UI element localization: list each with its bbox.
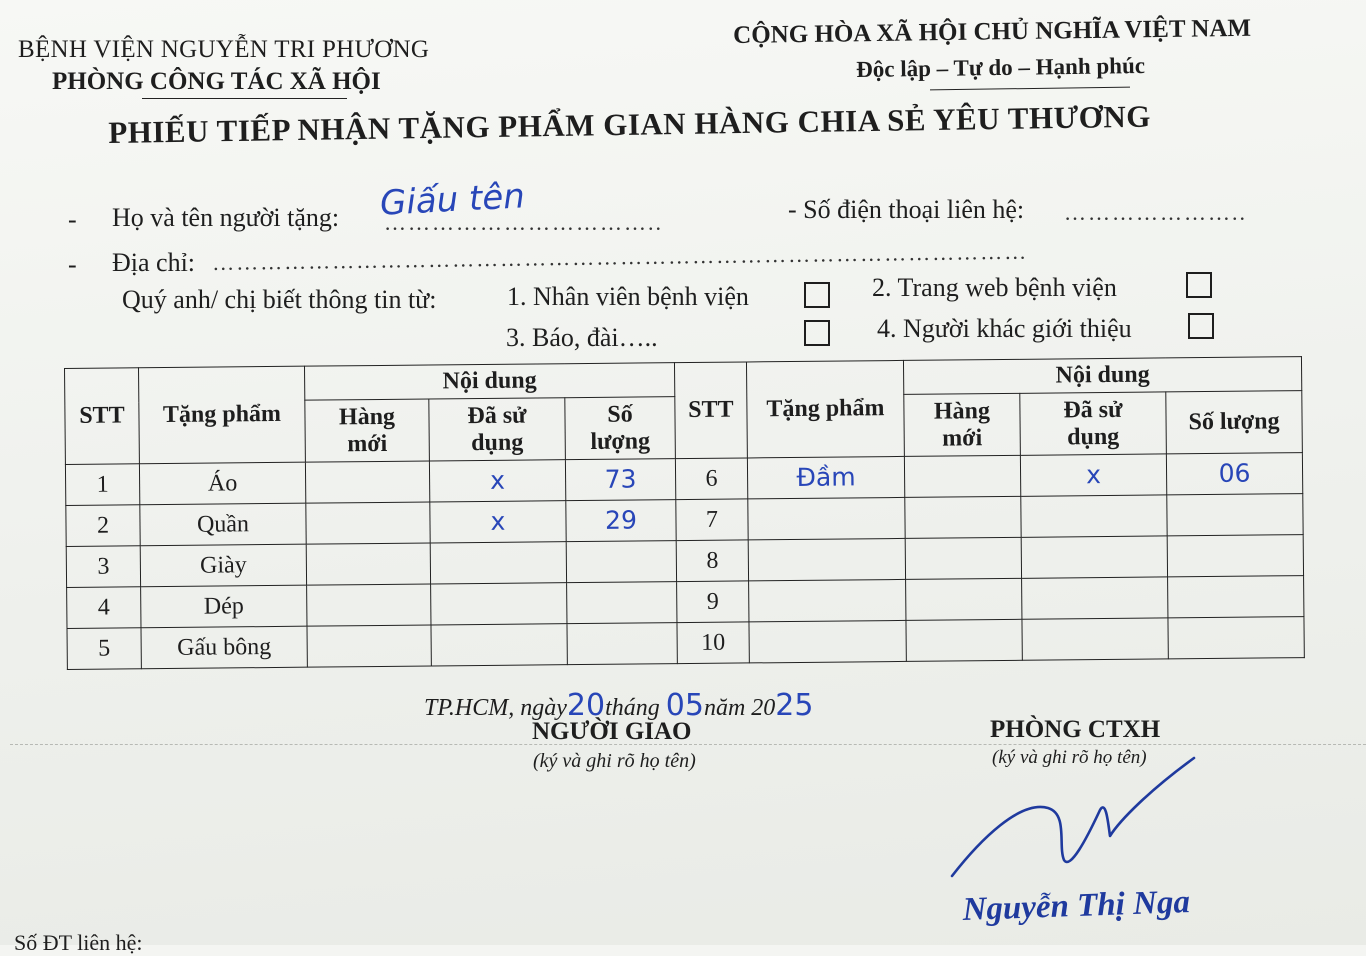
date-prefix: TP.HCM, ngày: [424, 695, 567, 721]
row-stt: 2: [66, 505, 140, 547]
department-name: PHÒNG CÔNG TÁC XÃ HỘI: [52, 68, 381, 95]
department-underline: [142, 98, 347, 99]
row-qty[interactable]: [1167, 494, 1303, 536]
source-question: Quý anh/ chị biết thông tin từ:: [122, 285, 437, 314]
source-option-1: 1. Nhân viên bệnh viện: [507, 282, 749, 311]
checkbox-referral[interactable]: [1188, 313, 1214, 339]
address-dotline: …………………………………………………………………………………………: [212, 238, 1029, 275]
row-new[interactable]: [305, 461, 429, 503]
row-used[interactable]: [431, 624, 567, 666]
header-used-line2-r: dụng: [1067, 423, 1120, 450]
row-new[interactable]: [904, 455, 1020, 497]
national-motto: Độc lập – Tự do – Hạnh phúc: [856, 52, 1146, 82]
row-used[interactable]: x: [430, 501, 566, 543]
row-qty[interactable]: [567, 582, 677, 624]
row-used[interactable]: [1022, 577, 1168, 619]
bullet-dash-2: -: [68, 250, 77, 279]
bullet-dash: -: [68, 205, 77, 234]
header-content-right: Nội dung: [903, 357, 1301, 395]
header-content-left: Nội dung: [304, 363, 674, 401]
header-qty-right: Số lượng: [1166, 391, 1303, 454]
phone-dotline: …………………..: [1064, 200, 1247, 225]
date-month-label: tháng: [605, 695, 660, 721]
hospital-name: BỆNH VIỆN NGUYỄN TRI PHƯƠNG: [18, 36, 430, 63]
row-qty[interactable]: 73: [565, 459, 675, 501]
row-stt: 4: [67, 587, 141, 629]
source-option-4: 4. Người khác giới thiệu: [877, 314, 1132, 343]
header-used-line1-r: Đã sử: [1063, 396, 1123, 424]
row-used[interactable]: x: [1020, 454, 1166, 496]
row-qty[interactable]: 06: [1166, 453, 1302, 495]
header-new-line1: Hàng: [338, 403, 396, 431]
office-title: PHÒNG CTXH: [990, 716, 1161, 743]
header-new-line1-r: Hàng: [933, 398, 991, 425]
row-item[interactable]: [749, 579, 906, 622]
office-note: (ký và ghi rõ họ tên): [992, 747, 1147, 768]
row-item[interactable]: Đầm: [747, 456, 904, 499]
row-used[interactable]: [1022, 618, 1168, 660]
row-item: Quần: [140, 503, 306, 546]
date-year-label: năm 20: [703, 695, 776, 721]
row-new[interactable]: [905, 537, 1021, 579]
header-new-left: [305, 399, 430, 462]
source-option-3: 3. Báo, đài…..: [506, 323, 658, 352]
header-stt-left: STT: [65, 368, 140, 465]
footer-phone-label: Số ĐT liên hệ:: [14, 930, 143, 955]
row-item: Giày: [140, 544, 306, 587]
row-used[interactable]: [431, 583, 567, 625]
row-item[interactable]: [748, 538, 905, 581]
checkbox-press[interactable]: [804, 320, 830, 346]
date-day[interactable]: 20: [566, 688, 606, 723]
giver-title: NGƯỜI GIAO: [532, 718, 692, 745]
address-label: Địa chỉ:: [112, 248, 196, 277]
row-stt: 1: [65, 464, 139, 506]
row-stt: 3: [66, 546, 140, 588]
row-new[interactable]: [306, 502, 430, 544]
header-used-right: [1020, 392, 1167, 455]
header-new-line2: mới: [347, 430, 388, 457]
handwritten-signature-mark: [940, 750, 1210, 890]
date-year-suffix[interactable]: 25: [775, 688, 814, 723]
row-item[interactable]: [748, 497, 905, 540]
header-item-left: Tặng phẩm: [139, 366, 306, 464]
row-qty[interactable]: [1168, 576, 1304, 618]
row-item: Gấu bông: [141, 626, 307, 669]
row-qty[interactable]: 29: [566, 500, 676, 542]
donor-name-dotline: ……………………………..: [384, 210, 663, 235]
row-stt: 10: [677, 622, 749, 664]
row-qty[interactable]: [567, 623, 677, 665]
row-qty[interactable]: [566, 541, 676, 583]
row-stt: 5: [67, 628, 141, 670]
header-new-line2-r: mới: [942, 424, 983, 452]
giver-note: (ký và ghi rõ họ tên): [533, 750, 696, 772]
source-option-2: 2. Trang web bệnh viện: [872, 273, 1117, 302]
date-month[interactable]: 05: [665, 688, 704, 723]
donor-name-label: Họ và tên người tặng:: [112, 203, 340, 232]
row-item[interactable]: [749, 620, 906, 663]
row-used[interactable]: [1021, 495, 1167, 537]
row-stt: 6: [675, 458, 747, 500]
checkbox-website[interactable]: [1186, 272, 1212, 298]
row-new[interactable]: [306, 543, 430, 585]
row-stt: 8: [676, 540, 748, 582]
row-item: Dép: [141, 585, 307, 628]
row-new[interactable]: [905, 496, 1021, 538]
row-new[interactable]: [906, 578, 1022, 620]
row-used[interactable]: [430, 542, 566, 584]
donation-table: [64, 356, 1305, 670]
row-used[interactable]: x: [429, 460, 565, 502]
motto-underline: [930, 87, 1130, 91]
header-stt-right: STT: [674, 362, 747, 459]
office-signer-name: Nguyễn Thị Nga: [962, 884, 1191, 928]
header-item-right: Tặng phẩm: [746, 360, 904, 458]
form-title: PHIẾU TIẾP NHẬN TẶNG PHẨM GIAN HÀNG CHIA SẺ YÊU THƯƠNG: [108, 98, 1152, 150]
donor-name-value[interactable]: Giấu tên: [379, 176, 526, 224]
row-new[interactable]: [307, 625, 431, 667]
row-used[interactable]: [1021, 536, 1167, 578]
header-qty-line2: lượng: [590, 427, 651, 455]
header-used-line2: dụng: [471, 429, 524, 456]
row-new[interactable]: [906, 619, 1022, 661]
checkbox-staff[interactable]: [804, 282, 830, 308]
phone-label: - Số điện thoại liên hệ:: [788, 195, 1025, 224]
row-new[interactable]: [307, 584, 431, 626]
row-qty[interactable]: [1167, 535, 1303, 577]
republic-title: CỘNG HÒA XÃ HỘI CHỦ NGHĨA VIỆT NAM: [733, 14, 1252, 49]
row-stt: 9: [677, 581, 749, 623]
header-new-right: [904, 393, 1021, 456]
header-qty-line1: Số: [607, 401, 633, 428]
row-item: Áo: [139, 462, 305, 505]
row-qty[interactable]: [1168, 617, 1304, 659]
header-used-line1: Đã sử: [467, 402, 527, 430]
row-stt: 7: [676, 499, 748, 541]
header-used-left: [429, 398, 566, 461]
header-qty-left: [565, 397, 676, 460]
